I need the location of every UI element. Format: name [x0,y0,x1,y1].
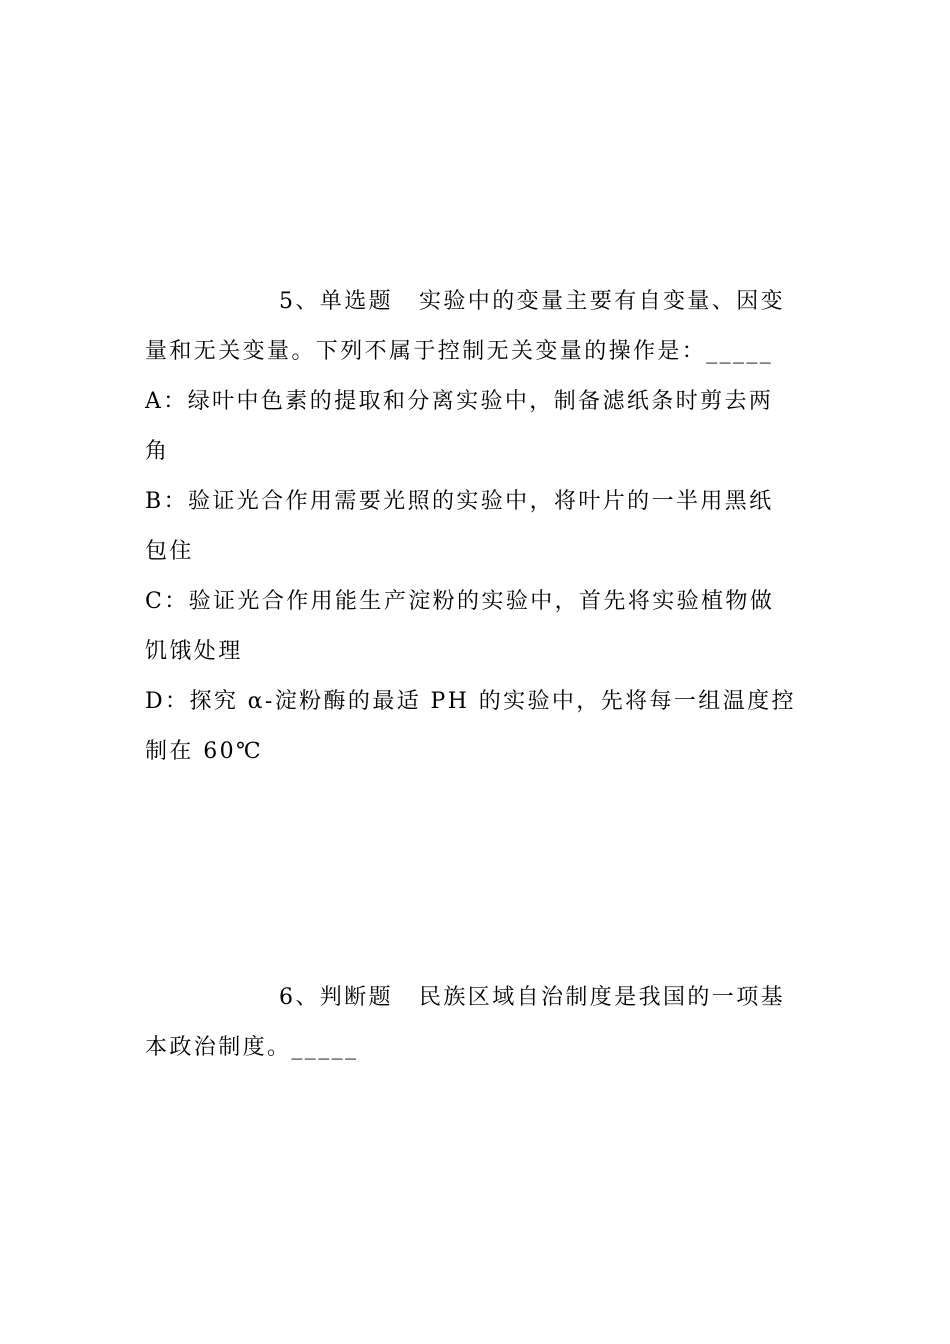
question-number-type: 6、判断题 [279,985,393,1010]
option-b-line-2: 包住 [145,539,194,564]
question-stem-text: 实验中的变量主要有自变量、因变 [419,289,786,314]
question-5 [145,277,805,777]
question-number-type: 5、单选题 [279,289,393,314]
option-a-line-1: A：绿叶中色素的提取和分离实验中，制备滤纸条时剪去两 [145,389,774,414]
option-d-line-1: D：探究 α-淀粉酶的最适 PH 的实验中，先将每一组温度控 [145,689,796,714]
question-stem-text: 民族区域自治制度是我国的一项基 [419,985,786,1010]
question-stem-line: 量和无关变量。下列不属于控制无关变量的操作是：_____ [145,339,774,364]
option-b-line-1: B：验证光合作用需要光照的实验中，将叶片的一半用黑纸 [145,489,774,514]
option-c-line-1: C：验证光合作用能生产淀粉的实验中，首先将实验植物做 [145,589,775,614]
option-c-line-2: 饥饿处理 [145,639,243,664]
question-stem-line [145,277,805,327]
option-a-line-2: 角 [145,439,170,464]
question-stem-line [145,973,805,1023]
option-d-line-2: 制在 60℃ [145,739,263,764]
question-6 [145,973,805,1073]
question-stem-line: 本政治制度。_____ [145,1035,359,1060]
